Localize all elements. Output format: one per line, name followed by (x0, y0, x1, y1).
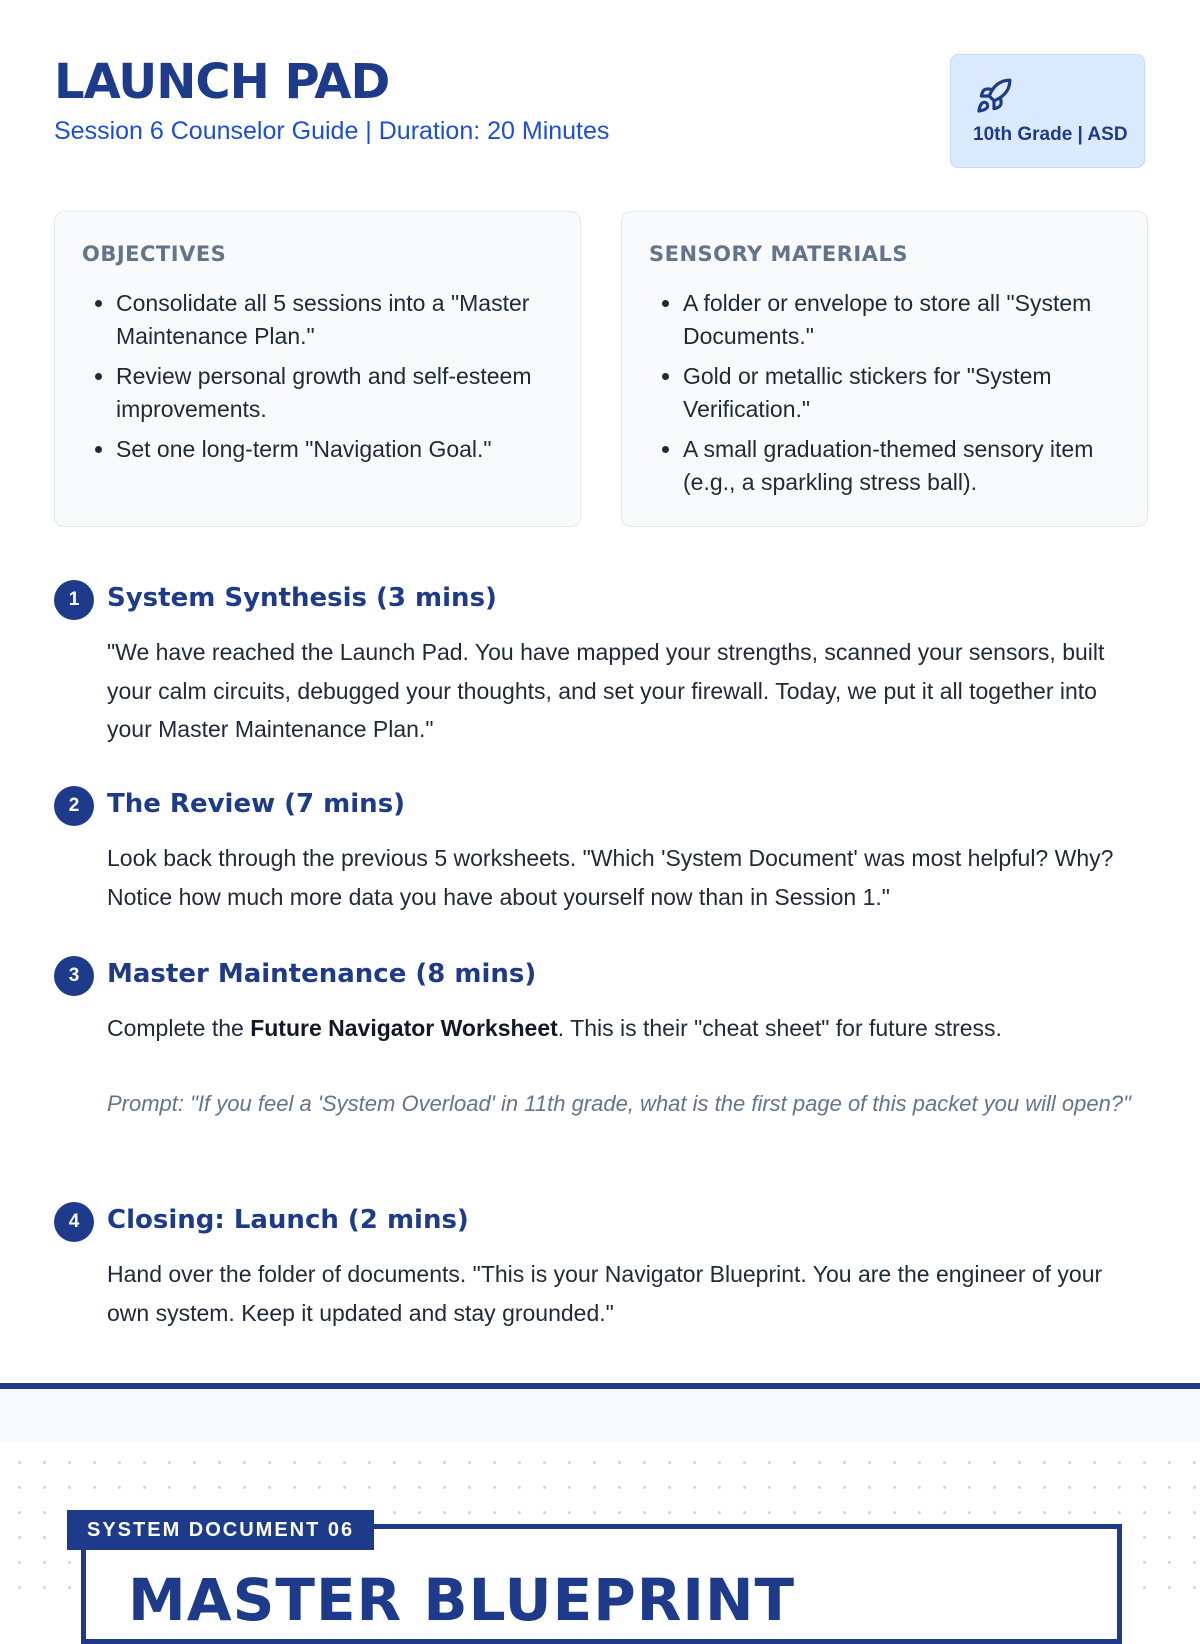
worksheet-label: SYSTEM DOCUMENT 06 (67, 1510, 374, 1550)
material-item: • A small graduation-themed sensory item (e.g., a sparkling stress ball). (683, 433, 1127, 499)
materials-heading: SENSORY MATERIALS (649, 242, 908, 266)
objectives-heading: OBJECTIVES (82, 242, 227, 266)
grade-badge-text: 10th Grade | ASD (973, 124, 1128, 145)
grade-badge (950, 54, 1145, 168)
step-body: "We have reached the Launch Pad. You have mapped your strengths, scanned your sensors, built your calm circuits, debugged your thoughts, and set your firewall. Today, we put it all together into your Master Maintenance Plan." (107, 639, 1105, 742)
step-title: Closing: Launch (2 mins) (107, 1205, 469, 1235)
step-title: System Synthesis (3 mins) (107, 583, 497, 613)
worksheet-name: Future Navigator Worksheet (250, 1015, 558, 1041)
materials-card (621, 211, 1148, 527)
objective-item: • Review personal growth and self-esteem improvements. (116, 360, 560, 426)
objective-item: • Consolidate all 5 sessions into a "Master Maintenance Plan." (116, 287, 560, 353)
page-title: LAUNCH PAD (54, 54, 390, 110)
step-body (107, 1009, 1132, 1048)
step-body: Hand over the folder of documents. "This is your Navigator Blueprint. You are the engineer of your own system. Keep it updated and stay grounded." (107, 1261, 1103, 1326)
step-number-badge: 3 (54, 956, 94, 996)
objectives-card (54, 211, 581, 527)
page-gap (0, 1389, 1200, 1441)
step-number-badge: 1 (54, 580, 94, 620)
step-number-badge: 4 (54, 1202, 94, 1242)
step-title: Master Maintenance (8 mins) (107, 959, 537, 989)
step-body-text: . This is their "cheat sheet" for future stress. (557, 1015, 1002, 1041)
material-item: • Gold or metallic stickers for "System Verification." (683, 360, 1127, 426)
worksheet-title: MASTER BLUEPRINT (128, 1566, 796, 1634)
step-title: The Review (7 mins) (107, 789, 406, 819)
step-prompt: Prompt: "If you feel a 'System Overload' in 11th grade, what is the first page of this packet you will open?" (107, 1091, 1131, 1116)
step-number-badge: 2 (54, 786, 94, 826)
materials-list (683, 287, 1127, 506)
material-item: • A folder or envelope to store all "System Documents." (683, 287, 1127, 353)
objective-item: • Set one long-term "Navigation Goal." (116, 433, 560, 466)
rocket-icon (975, 77, 1013, 115)
page-subtitle: Session 6 Counselor Guide | Duration: 20 Minutes (54, 117, 610, 145)
objectives-list (116, 287, 560, 473)
step-body-text: Complete the (107, 1015, 251, 1041)
step-body: Look back through the previous 5 worksheets. "Which 'System Document' was most helpful? Why? Notice how much more data you have about yourself now than in Session 1." (107, 845, 1114, 910)
